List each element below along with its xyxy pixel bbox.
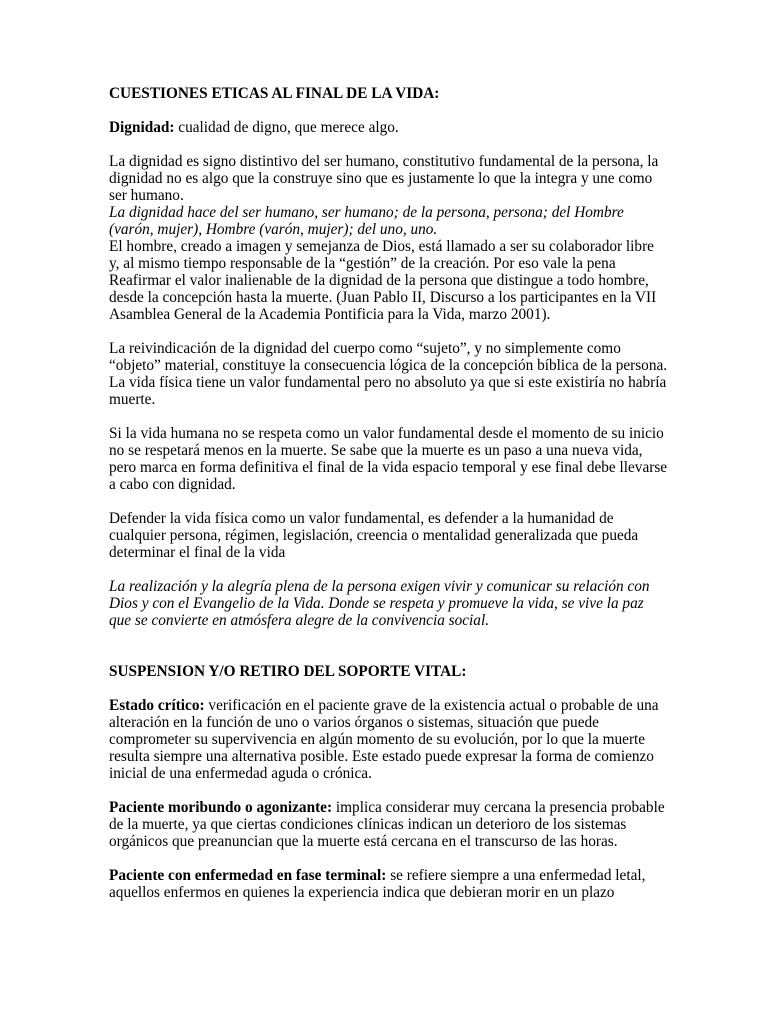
spacer <box>109 561 668 578</box>
spacer <box>109 493 668 510</box>
spacer <box>109 680 668 697</box>
definition-text: implica considerar muy cercana la presencia probable de la muerte, ya que ciertas condiciones clínicas indican un deterioro de los sistemas orgánicos que preanuncian que la muerte está cercana en el transcurso de las horas. <box>109 799 665 850</box>
term-estado-critico: Estado crítico: <box>109 697 205 714</box>
definition-estado-critico <box>109 697 668 782</box>
spacer <box>109 136 668 153</box>
spacer <box>109 629 668 646</box>
definition-dignidad <box>109 119 668 136</box>
definition-text: verificación en el paciente grave de la existencia actual o probable de una alteración en la función de uno o varios órganos o sistemas, situación que puede comprometer su supervivencia en algún momento de su evolución, por lo que la muerte resulta siempre una alternativa posible. Este estado puede expresar la forma de comienzo inicial de una enfermedad aguda o crónica. <box>109 697 659 782</box>
definition-text: se refiere siempre a una enfermedad letal, aquellos enfermos en quienes la experiencia indica que debieran morir en un plazo <box>109 867 646 901</box>
section-heading-ethical-questions: CUESTIONES ETICAS AL FINAL DE LA VIDA: <box>109 85 440 102</box>
paragraph-man-created: El hombre, creado a imagen y semejanza de Dios, está llamado a ser su colaborador libre y, al mismo tiempo responsable de la “gestión” de la creación. Por eso vale la pena Reafirmar el valor inalienable de la dignidad de la persona que distingue a todo hombre, desde la concepción hasta la muerte. (Juan Pablo II, Discurso a los participantes en la VII Asamblea General de la Academia Pontificia para la Vida, marzo 2001). <box>109 238 657 323</box>
spacer <box>109 646 668 663</box>
paragraph-body-subject: La reivindicación de la dignidad del cuerpo como “sujeto”, y no simplemente como “objeto” material, constituye la consecuencia lógica de la concepción bíblica de la persona. La vida física tiene un valor fundamental pero no absoluto ya que si este existiría no habría muerte. <box>109 340 668 408</box>
definition-text: cualidad de digno, que merece algo. <box>174 119 399 136</box>
paragraph-defend-life: Defender la vida física como un valor fundamental, es defender a la humanidad de cualquier persona, régimen, legislación, creencia o mentalidad generalizada que pueda determinar el final de la vida <box>109 510 639 561</box>
spacer <box>109 323 668 340</box>
spacer <box>109 408 668 425</box>
definition-paciente-terminal <box>109 867 668 901</box>
term-paciente-moribundo: Paciente moribundo o agonizante: <box>109 799 333 816</box>
paragraph-dignity-italic: La dignidad hace del ser humano, ser humano; de la persona, persona; del Hombre (varón, mujer), Hombre (varón, mujer); del uno, uno. <box>109 204 624 238</box>
spacer <box>109 102 668 119</box>
paragraph-human-life: Si la vida humana no se respeta como un valor fundamental desde el momento de su inicio no se respetará menos en la muerte. Se sabe que la muerte es un paso a una nueva vida, pero marca en forma definitiva el final de la vida espacio temporal y ese final debe llevarse a cabo con dignidad. <box>109 425 668 493</box>
spacer <box>109 850 668 867</box>
paragraph-dignity: La dignidad es signo distintivo del ser humano, constitutivo fundamental de la persona, la dignidad no es algo que la construye sino que es justamente lo que la integra y une como ser humano. <box>109 153 659 204</box>
definition-paciente-moribundo <box>109 799 668 850</box>
term-paciente-terminal: Paciente con enfermedad en fase terminal: <box>109 867 387 884</box>
section-heading-life-support: SUSPENSION Y/O RETIRO DEL SOPORTE VITAL: <box>109 663 467 680</box>
paragraph-joy-italic: La realización y la alegría plena de la persona exigen vivir y comunicar su relación con Dios y con el Evangelio de la Vida. Donde se respeta y promueve la vida, se vive la paz que se convierte en atmósfera alegre de la convivencia social. <box>109 578 650 629</box>
spacer <box>109 782 668 799</box>
term-dignidad: Dignidad: <box>109 119 175 136</box>
